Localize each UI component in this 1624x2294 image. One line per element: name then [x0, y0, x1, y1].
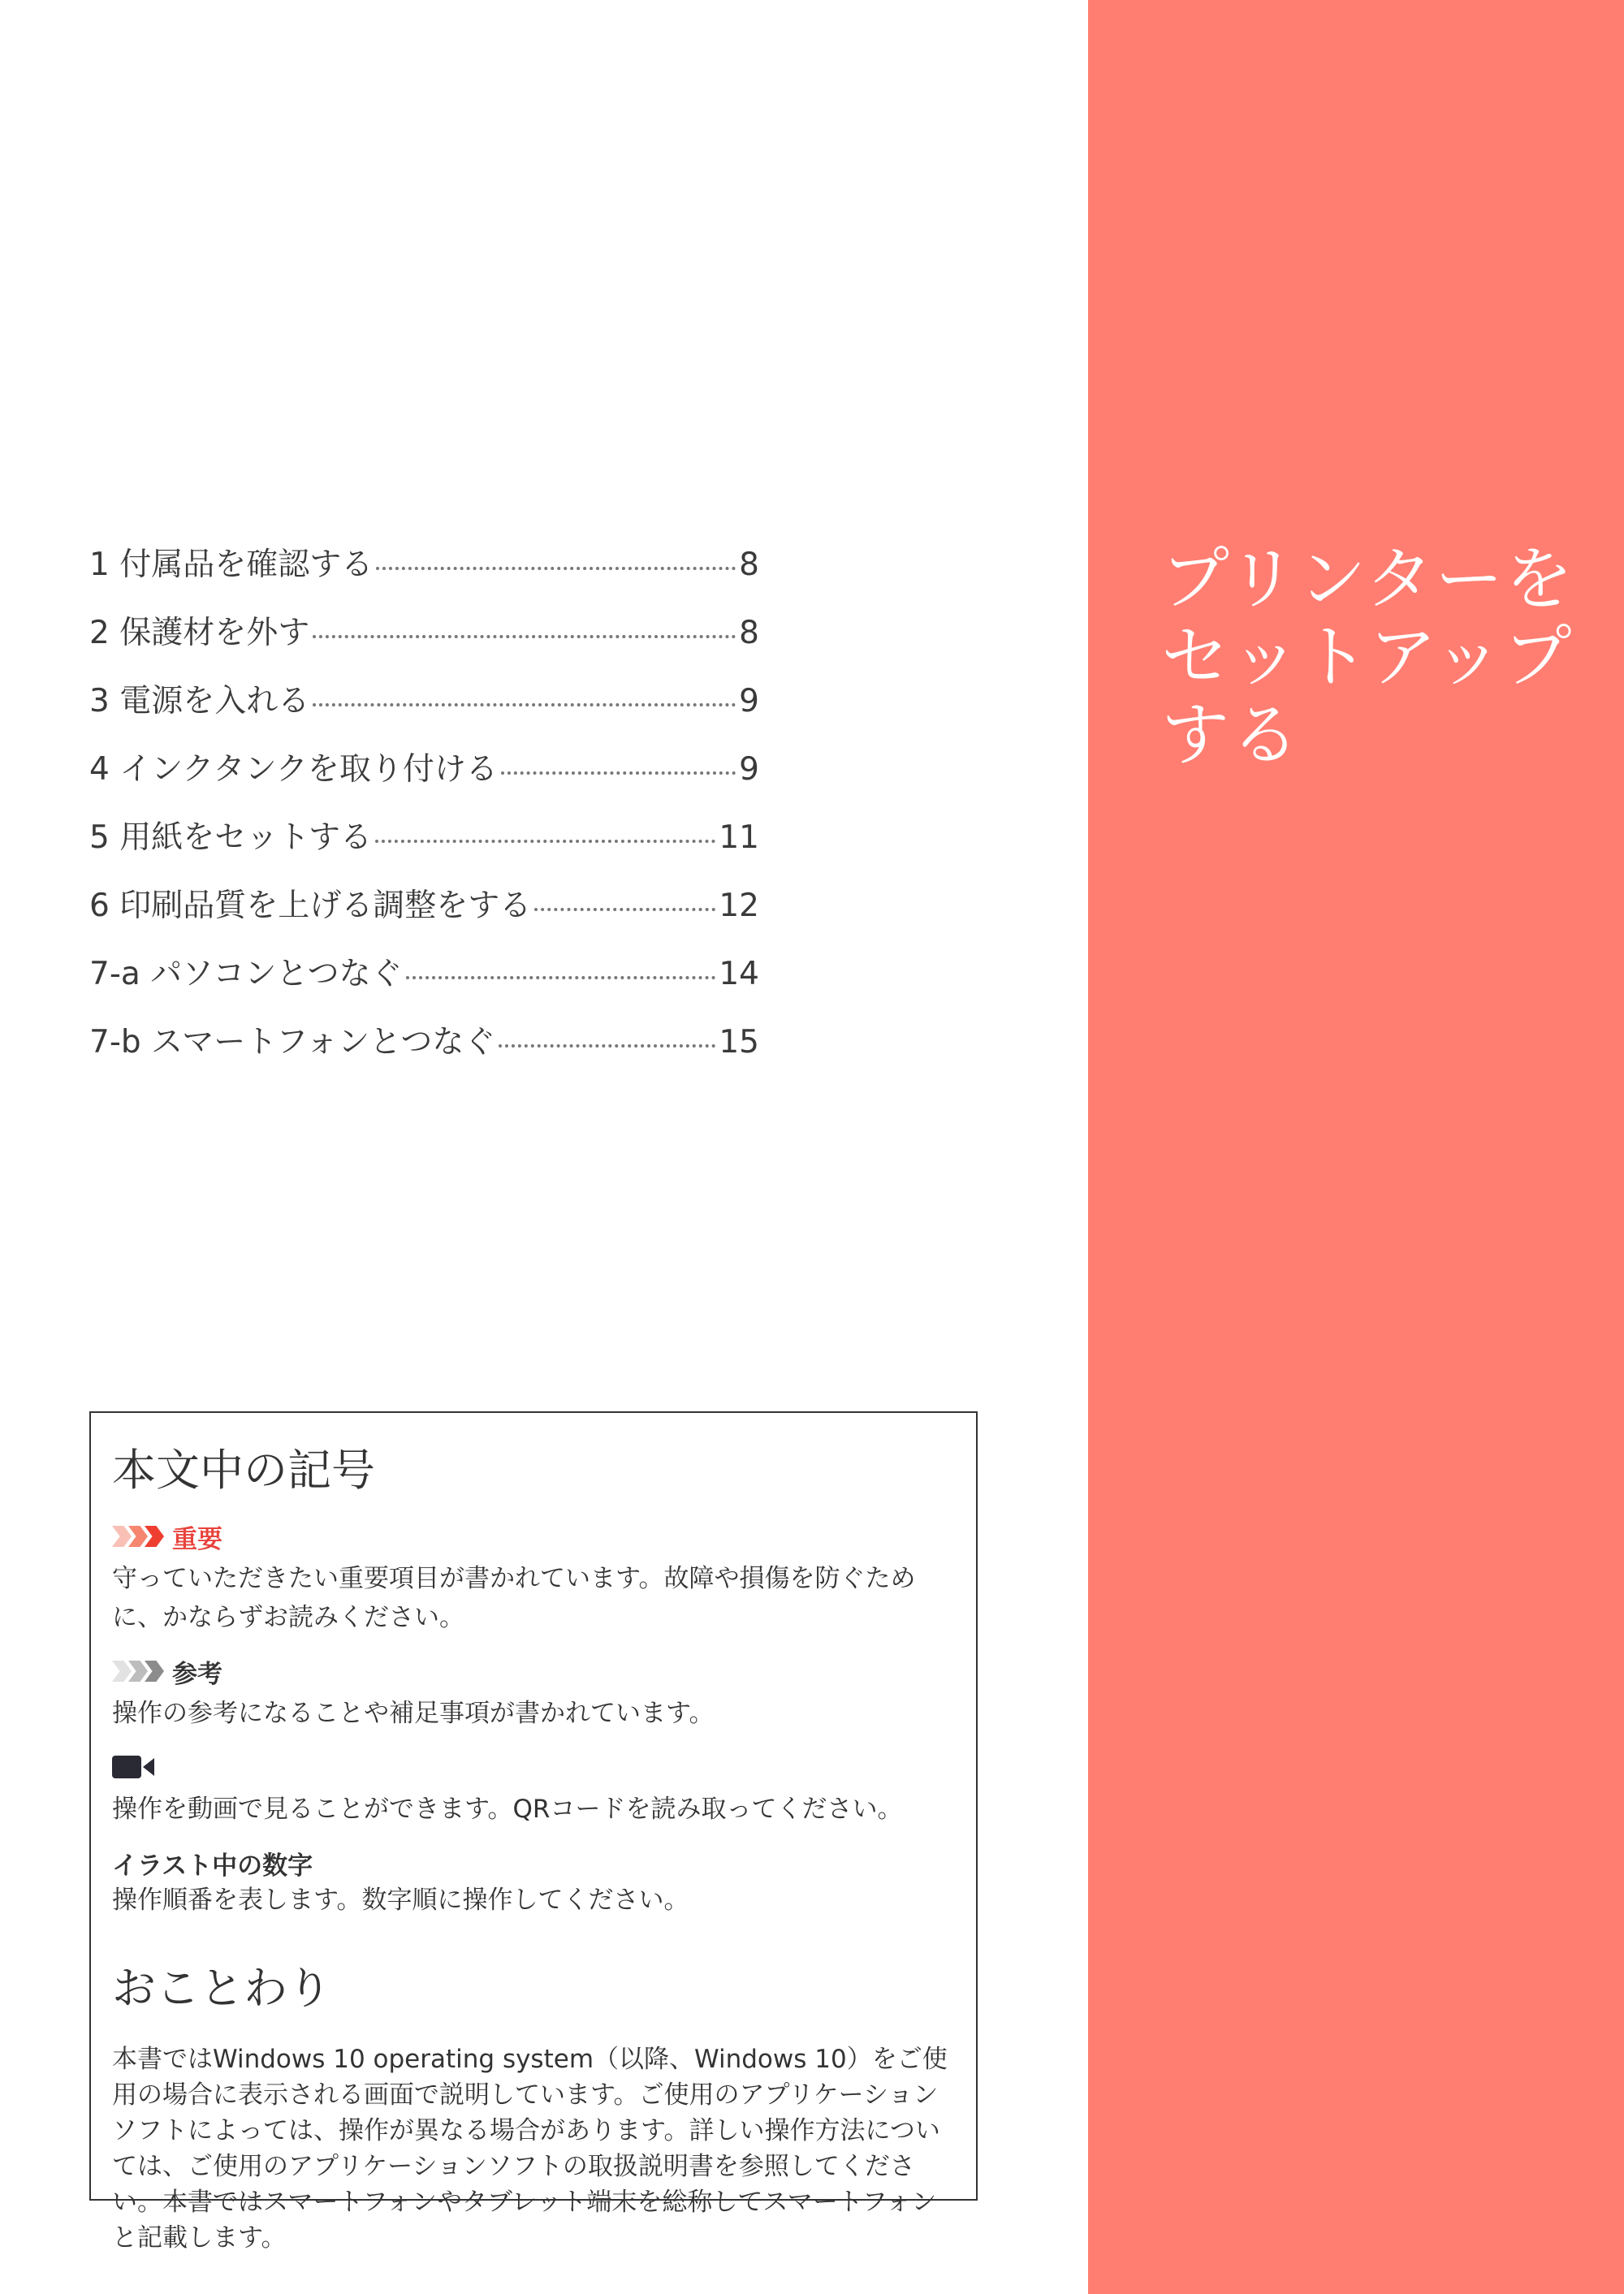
toc-leader: [534, 908, 715, 911]
important-description: 守っていただきたい重要項目が書かれています。故障や損傷を防ぐために、かならずお読みください。: [112, 1564, 916, 1632]
important-symbol-row: [112, 1520, 955, 1553]
toc-leader: [313, 703, 736, 706]
video-camera-icon: [112, 1756, 156, 1778]
toc-item-page: 8: [739, 615, 759, 651]
table-of-contents: [89, 539, 759, 1085]
chapter-title-line-2: セットアップ: [1161, 617, 1574, 697]
toc-leader: [313, 635, 736, 638]
toc-item-label: 2 保護材を外す: [89, 615, 310, 651]
chapter-title: [1161, 540, 1600, 774]
sidebar-band: [1088, 0, 1624, 2294]
toc-item-page: 15: [719, 1024, 759, 1061]
toc-item-label: 5 用紙をセットする: [89, 819, 373, 856]
toc-leader: [376, 567, 736, 570]
reference-label: 参考: [172, 1659, 222, 1689]
legend-heading: 本文中の記号: [112, 1445, 375, 1496]
toc-item-label: 4 インクタンクを取り付ける: [89, 751, 498, 788]
numbers-symbol-row: [112, 1847, 955, 1879]
disclaimer-text: 本書ではWindows 10 operating system（以降、Windows 10）をご使用の場合に表示される画面で説明しています。ご使用のアプリケーションソフトによっては、操作が異なる場合があります。詳しい操作方法については、ご使用のアプリケーションソフトの取扱説明書を参照してください。本書ではスマートフォンやタブレット端末を総称してスマートフォンと記載します。: [112, 2045, 948, 2253]
toc-item-5[interactable]: [89, 812, 759, 880]
toc-item-label: 7-a パソコンとつなぐ: [89, 956, 403, 992]
disclaimer-heading: おことわり: [112, 1963, 331, 2014]
reference-description: 操作の参考になることや補足事項が書かれています。: [112, 1699, 715, 1728]
toc-leader: [375, 840, 715, 843]
video-symbol-row: [112, 1751, 955, 1783]
important-label: 重要: [172, 1524, 222, 1554]
chevrons-red-icon: [112, 1526, 161, 1547]
toc-item-6[interactable]: [89, 880, 759, 948]
toc-item-label: 7-b スマートフォンとつなぐ: [89, 1024, 496, 1061]
toc-leader: [501, 771, 736, 775]
toc-item-7a[interactable]: [89, 948, 759, 1017]
video-description: 操作を動画で見ることができます。QRコードを読み取ってください。: [112, 1795, 903, 1824]
toc-item-label: 3 電源を入れる: [89, 683, 310, 719]
toc-item-page: 11: [719, 819, 759, 856]
toc-leader: [499, 1044, 715, 1048]
toc-item-label: 6 印刷品質を上げる調整をする: [89, 888, 532, 924]
toc-item-page: 9: [739, 751, 759, 788]
chevron-icon: [112, 1526, 132, 1547]
chevron-icon: [112, 1661, 132, 1682]
toc-leader: [406, 976, 716, 979]
toc-item-3[interactable]: [89, 676, 759, 744]
chapter-title-line-3: する: [1161, 695, 1302, 775]
toc-item-4[interactable]: [89, 744, 759, 812]
toc-item-page: 8: [739, 546, 759, 583]
legend-box: [89, 1411, 978, 2253]
toc-item-label: 1 付属品を確認する: [89, 546, 374, 583]
chapter-title-line-1: プリンターを: [1161, 539, 1575, 619]
toc-item-page: 9: [739, 683, 759, 719]
chevrons-gray-icon: [112, 1661, 161, 1682]
toc-item-page: 14: [719, 956, 759, 992]
toc-item-1[interactable]: [89, 539, 759, 607]
reference-symbol-row: [112, 1655, 955, 1687]
toc-item-page: 12: [719, 888, 759, 924]
toc-item-2[interactable]: [89, 607, 759, 676]
toc-item-7b[interactable]: [89, 1017, 759, 1085]
numbers-label: イラスト中の数字: [112, 1851, 313, 1881]
numbers-description: 操作順番を表します。数字順に操作してください。: [112, 1886, 689, 1915]
